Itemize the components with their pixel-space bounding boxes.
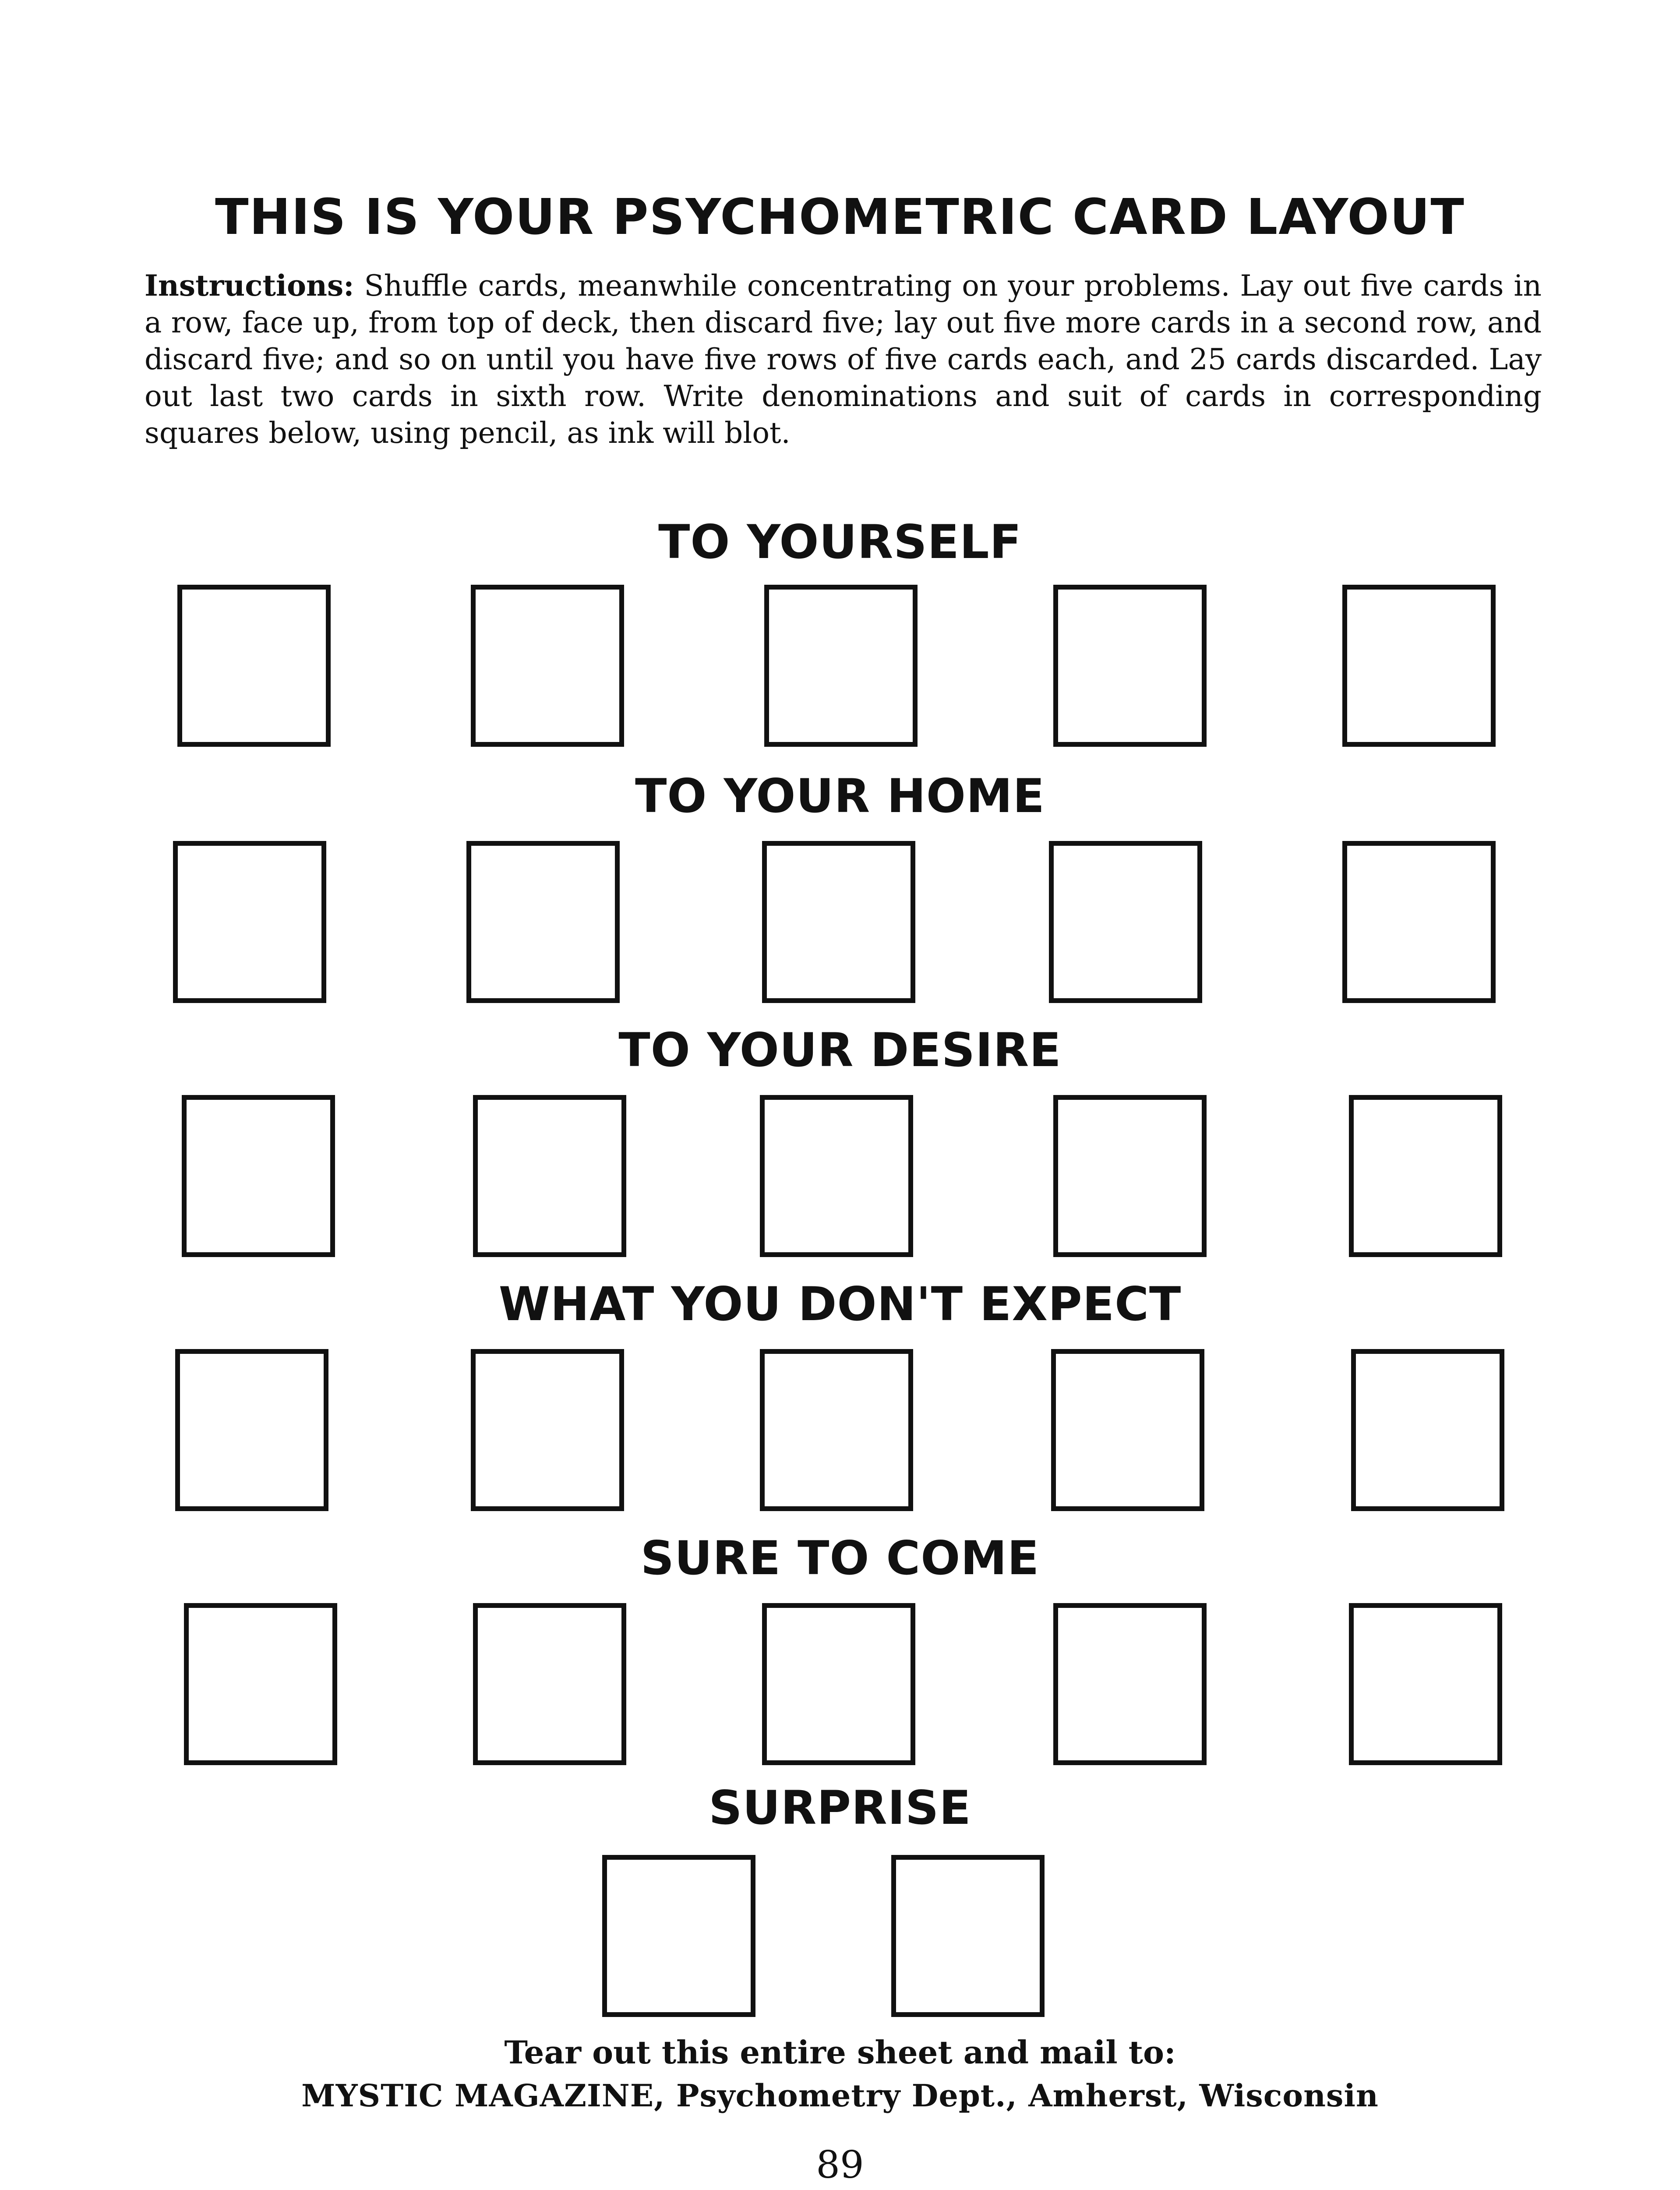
card-box[interactable] — [760, 1095, 913, 1257]
card-box[interactable] — [1053, 1603, 1207, 1765]
section-label-surprise: SURPRISE — [709, 1781, 971, 1835]
instructions-lead: Instructions: — [145, 268, 354, 303]
card-box[interactable] — [471, 585, 624, 747]
section-label-what-you-dont-expect: WHAT YOU DON'T EXPECT — [498, 1277, 1182, 1331]
card-row-to-your-desire — [0, 1095, 1680, 1261]
card-box[interactable] — [1053, 1095, 1207, 1257]
mail-instruction: Tear out this entire sheet and mail to: — [504, 2034, 1176, 2071]
card-box[interactable] — [760, 1349, 913, 1511]
card-box[interactable] — [762, 1603, 915, 1765]
card-box[interactable] — [1053, 585, 1207, 747]
card-box[interactable] — [1349, 1603, 1502, 1765]
card-box[interactable] — [473, 1095, 626, 1257]
card-box[interactable] — [177, 585, 331, 747]
card-box[interactable] — [173, 841, 326, 1003]
card-box[interactable] — [184, 1603, 337, 1765]
card-box[interactable] — [891, 1855, 1045, 2017]
instructions-paragraph — [145, 267, 1542, 452]
card-box[interactable] — [1342, 585, 1496, 747]
section-label-to-yourself: TO YOURSELF — [658, 515, 1022, 569]
card-box[interactable] — [175, 1349, 328, 1511]
card-box[interactable] — [1049, 841, 1202, 1003]
page-title: THIS IS YOUR PSYCHOMETRIC CARD LAYOUT — [215, 189, 1465, 246]
card-box[interactable] — [762, 841, 915, 1003]
card-row-to-your-home — [0, 841, 1680, 1007]
card-row-surprise — [0, 1855, 1680, 2021]
card-box[interactable] — [764, 585, 918, 747]
card-box[interactable] — [471, 1349, 624, 1511]
card-box[interactable] — [1351, 1349, 1504, 1511]
card-row-sure-to-come — [0, 1603, 1680, 1770]
mail-address: MYSTIC MAGAZINE, Psychometry Dept., Amherst, Wisconsin — [301, 2077, 1379, 2114]
instructions-text: Shuffle cards, meanwhile concentrating on your problems. Lay out five cards in a row, face up, from top of deck, then discard five; lay out five more cards in a second row, and discard five; and so on until you have five rows of five cards each, and 25 cards discarded. Lay out last two cards in sixth row. Write denominations and suit of cards in corresponding squares below, using pencil, as ink will blot. — [145, 269, 1542, 450]
card-box[interactable] — [1342, 841, 1496, 1003]
card-box[interactable] — [1349, 1095, 1502, 1257]
card-row-what-you-dont-expect — [0, 1349, 1680, 1515]
card-box[interactable] — [602, 1855, 755, 2017]
page-number: 89 — [816, 2143, 864, 2187]
section-label-to-your-home: TO YOUR HOME — [635, 769, 1045, 823]
card-box[interactable] — [466, 841, 620, 1003]
card-box[interactable] — [473, 1603, 626, 1765]
card-box[interactable] — [1051, 1349, 1204, 1511]
section-label-to-your-desire: TO YOUR DESIRE — [618, 1023, 1062, 1077]
card-row-to-yourself — [0, 585, 1680, 751]
section-label-sure-to-come: SURE TO COME — [640, 1531, 1040, 1585]
card-box[interactable] — [182, 1095, 335, 1257]
